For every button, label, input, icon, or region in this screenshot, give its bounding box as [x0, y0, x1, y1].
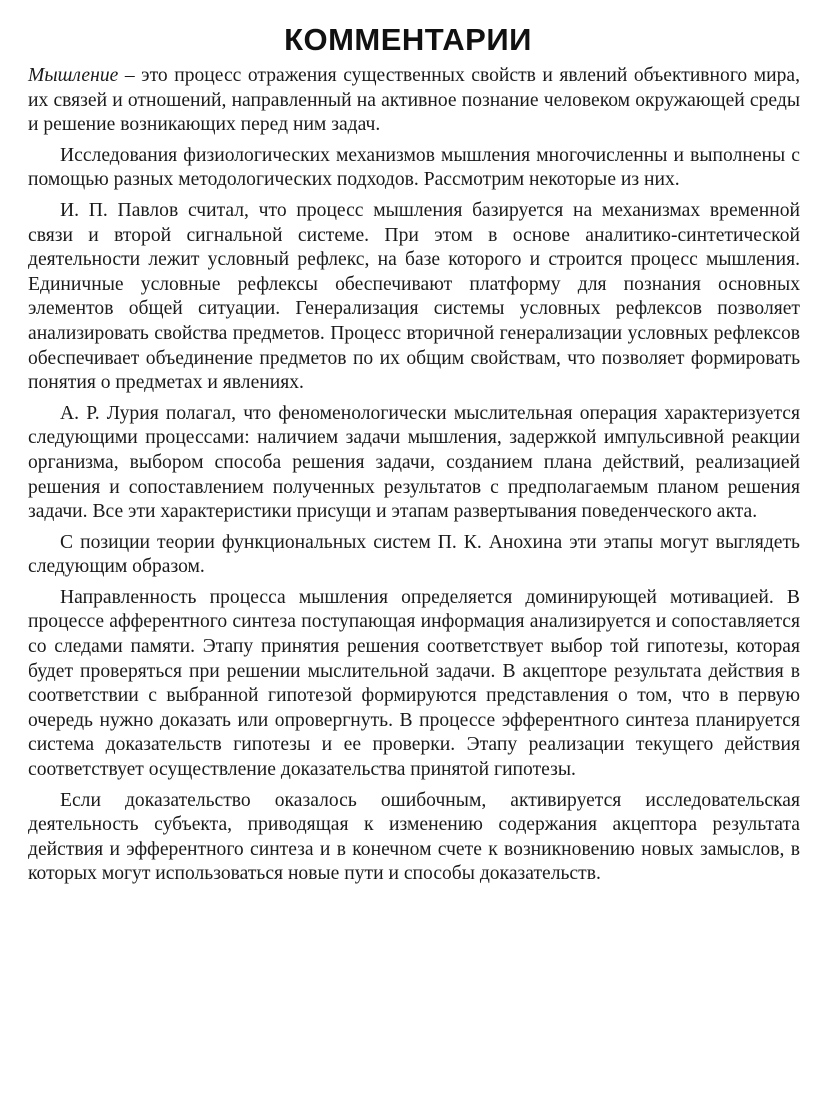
definition-text: – это процесс отражения существенных свойств и явлений объективного мира, их связей и отношений, направленный на активное познание человеком окружающей среды и решение возникающих перед ним задач. — [28, 65, 800, 136]
paragraph-error: Если доказательство оказалось ошибочным, активируется исследовательская деятельность субъекта, приводящая к изменению содержания акцептора результата действия и эфферентного синтеза и в конечном счете к возникновению новых замыслов, в которых могут использоваться новые пути и способы доказательств. — [28, 789, 800, 885]
body-text — [28, 64, 800, 893]
paragraph-pavlov: И. П. Павлов считал, что процесс мышления базируется на механизмах временной связи и второй сигнальной системе. При этом в основе аналитико-синтетической деятельности лежит условный рефлекс, на базе которого и строится процесс мышления. Единичные условные рефлексы обеспечивают платформу для познания основных элементов общей ситуации. Генерализация системы условных рефлексов позволяет анализировать свойства предметов. Процесс вторичной генерализации условных рефлексов обеспечивает объединение предметов по их общим свойствам, что позволяет формировать понятия о предметах и явлениях. — [28, 199, 800, 394]
page-title: КОММЕНТАРИИ — [284, 22, 532, 57]
term-thinking: Мышление — [28, 65, 119, 86]
paragraph-anokhin: С позиции теории функциональных систем П. К. Анохина эти этапы могут выглядеть следующим образом. — [28, 531, 800, 578]
paragraph-definition — [28, 64, 800, 138]
paragraph-motivation: Направленность процесса мышления определяется доминирующей мотивацией. В процессе афферентного синтеза поступающая информация анализируется и сопоставляется со следами памяти. Этапу принятия решения соответствует выбор той гипотезы, которая будет проверяться при решении мыслительной задачи. В акцепторе результата действия в соответствии с выбранной гипотезой формируются представления о том, что в первую очередь нужно доказать или опровергнуть. В процессе эфферентного синтеза планируется система доказательств гипотезы и ее проверки. Этапу реализации текущего действия соответствует осуществление доказательства принятой гипотезы. — [28, 586, 800, 781]
paragraph-research: Исследования физиологических механизмов мышления многочисленны и выполнены с помощью разных методологических подходов. Рассмотрим некоторые из них. — [28, 144, 800, 191]
paragraph-luria: А. Р. Лурия полагал, что феноменологически мыслительная операция характеризуется следующими процессами: наличием задачи мышления, задержкой импульсивной реакции организма, выбором способа решения задачи, созданием плана действий, реализацией решения и сопоставлением полученных результатов с предполагаемым планом решения задачи. Все эти характеристики присущи и этапам развертывания поведенческого акта. — [28, 402, 800, 523]
